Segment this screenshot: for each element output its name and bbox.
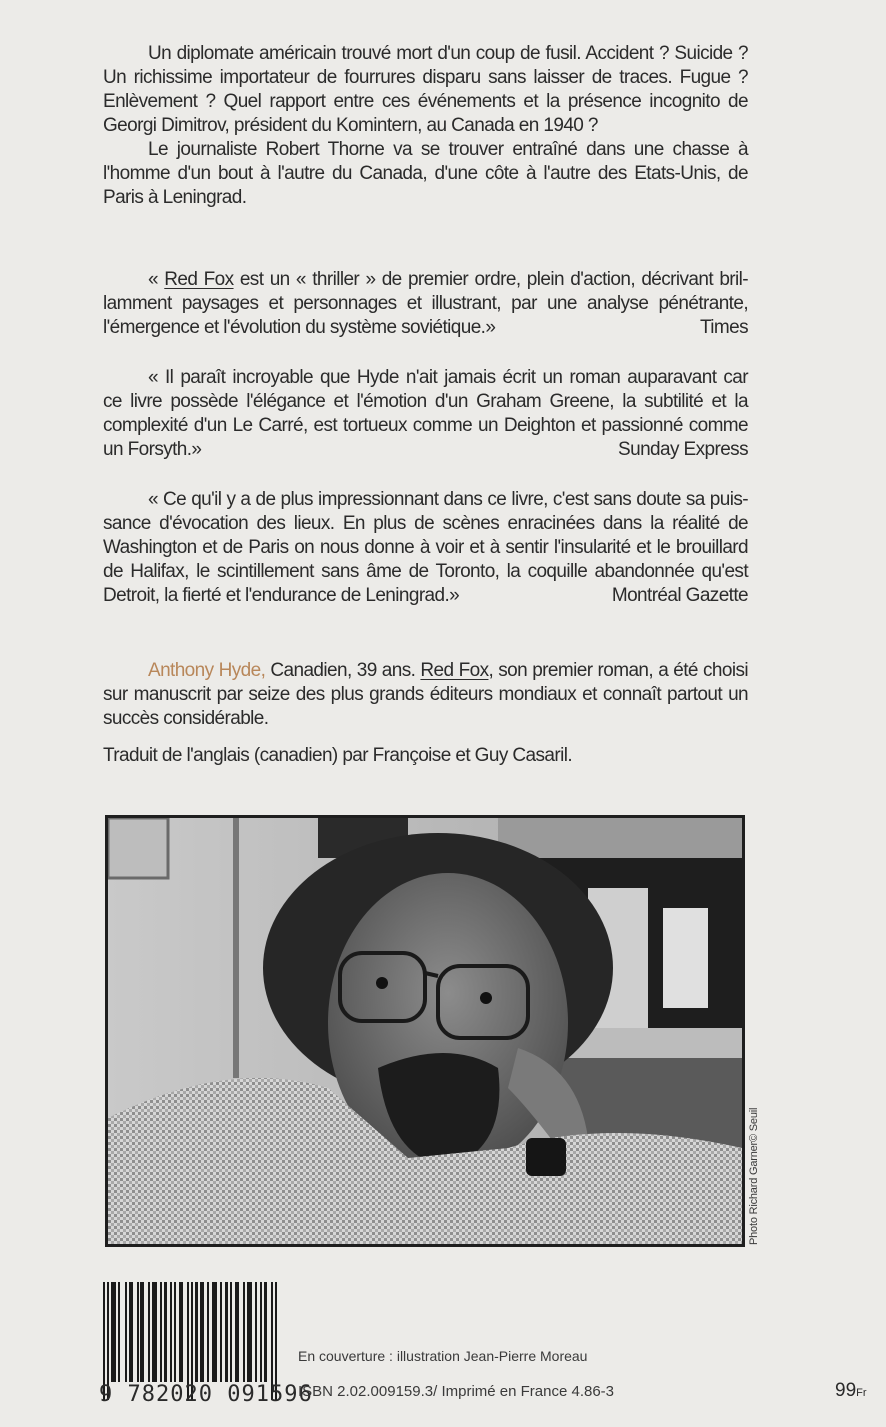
- bio-line: [103, 659, 748, 683]
- price-currency: Fr: [856, 1387, 867, 1399]
- review-line: lamment paysages et personnages et illustrant, par une analyse pénétrante,: [103, 293, 748, 314]
- synopsis: [103, 42, 748, 210]
- review-line: [103, 268, 748, 292]
- synopsis-line: Enlèvement ? Quel rapport entre ces événements et la présence incognito de: [103, 91, 748, 112]
- review-line: [103, 584, 748, 608]
- synopsis-line: l'homme d'un bout à l'autre du Canada, d'une côte à l'autre des Etats-Unis, de: [103, 163, 748, 184]
- review-line: sance d'évocation des lieux. En plus de scènes enracinées dans la réalité de: [103, 513, 748, 534]
- review-line: « Ce qu'il y a de plus impressionnant dans ce livre, c'est sans doute sa puis-: [148, 489, 748, 510]
- bio-text: Canadien, 39 ans.: [265, 660, 421, 681]
- author-name: Anthony Hyde,: [148, 660, 266, 681]
- review-montreal-gazette: [103, 488, 748, 608]
- translation-line: Traduit de l'anglais (canadien) par Françoise et Guy Casaril.: [103, 745, 573, 766]
- synopsis-line: Paris à Leningrad.: [103, 187, 247, 208]
- review-line: Washington et de Paris on nous donne à voir et à sentir l'insularité et le brouillard: [103, 537, 748, 558]
- review-line: [103, 316, 748, 340]
- review-text: est un « thriller » de premier ordre, plein d'action, décrivant bril-: [233, 269, 749, 290]
- barcode-lead-digit: 9: [99, 1382, 114, 1407]
- review-line: « Il paraît incroyable que Hyde n'ait jamais écrit un roman auparavant car: [148, 367, 748, 388]
- synopsis-line: Georgi Dimitrov, président du Komintern, au Canada en 1940 ?: [103, 115, 598, 136]
- review-text: l'émergence et l'évolution du système soviétique.»: [103, 317, 496, 338]
- book-title: Red Fox: [164, 269, 234, 290]
- quote-open: «: [148, 269, 165, 290]
- isbn-line: ISBN 2.02.009159.3/ Imprimé en France 4.86-3: [298, 1383, 615, 1400]
- review-source: Montréal Gazette: [611, 585, 748, 606]
- review-line: de Halifax, le scintillement sans âme de Toronto, la coquille abandonnée qu'est: [103, 561, 748, 582]
- synopsis-line: Un diplomate américain trouvé mort d'un coup de fusil. Accident ? Suicide ?: [148, 43, 748, 64]
- book-title: Red Fox: [420, 660, 489, 681]
- review-times: [103, 268, 748, 340]
- bio-line: succès considérable.: [103, 708, 269, 729]
- translation-credit: [103, 744, 748, 768]
- photo-credit: Photo Richard Garner© Seuil: [748, 1107, 760, 1245]
- review-source: Sunday Express: [618, 439, 748, 460]
- review-line: [103, 438, 748, 462]
- author-bio: [103, 659, 748, 731]
- review-text: Detroit, la fierté et l'endurance de Leningrad.»: [103, 585, 460, 606]
- price-amount: 99: [835, 1380, 857, 1401]
- author-photo: [105, 815, 745, 1247]
- author-portrait-illustration: [108, 818, 742, 1244]
- barcode-group-1: 782020: [127, 1382, 213, 1407]
- bio-text: , son premier roman, a été choisi: [488, 660, 748, 681]
- synopsis-line: Le journaliste Robert Thorne va se trouver entraîné dans une chasse à: [148, 139, 748, 160]
- bio-line: sur manuscrit par seize des plus grands éditeurs mondiaux et connaît partout un: [103, 684, 748, 705]
- review-line: ce livre possède l'élégance et l'émotion d'un Graham Greene, la subtilité et la: [103, 391, 748, 412]
- cover-credit: En couverture : illustration Jean-Pierre Moreau: [298, 1348, 588, 1364]
- review-text: un Forsyth.»: [103, 439, 202, 460]
- review-source: Times: [699, 317, 748, 338]
- barcode-number: [99, 1382, 313, 1407]
- price: [835, 1380, 867, 1402]
- barcode-group-2: 091596: [227, 1382, 313, 1407]
- review-sunday-express: [103, 366, 748, 462]
- review-line: complexité d'un Le Carré, est tortueux comme un Deighton et passionné comme: [103, 415, 748, 436]
- synopsis-line: Un richissime importateur de fourrures disparu sans laisser de traces. Fugue ?: [103, 67, 748, 88]
